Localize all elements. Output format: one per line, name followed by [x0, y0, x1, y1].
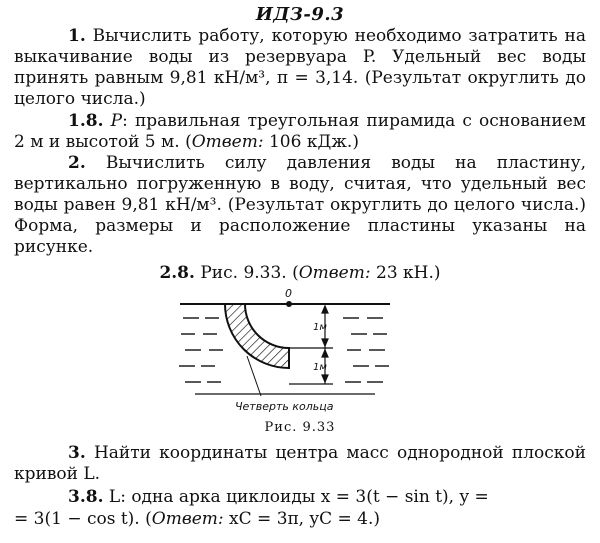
task-1	[14, 26, 586, 110]
dim-bottom-label: 1м	[313, 362, 327, 373]
task-3-8-number: 3.8.	[68, 487, 104, 507]
plate-label: Четверть кольца	[235, 400, 334, 413]
task-1-8-number: 1.8.	[68, 111, 104, 131]
task-3-8-cont	[14, 509, 586, 530]
quarter-ring-plate	[225, 304, 289, 368]
task-1-number: 1.	[68, 26, 86, 46]
task-3-8-line2b: xC = 3π, yC = 4.)	[223, 509, 381, 529]
origin-label: 0	[285, 287, 292, 300]
task-2-8-answer: 23 кН.)	[370, 263, 441, 283]
task-2-8-answer-label: Ответ:	[298, 263, 371, 283]
dim-top-label: 1м	[313, 322, 327, 333]
page-title: ИДЗ-9.3	[255, 4, 345, 25]
task-3-text: Найти координаты центра масс однородной плоской кривой L.	[14, 443, 586, 484]
task-2-8-number: 2.8.	[159, 263, 195, 283]
task-2-number: 2.	[68, 153, 86, 173]
figure-9-33	[175, 286, 395, 416]
task-1-8-answer: 106 кДж.)	[263, 132, 359, 152]
task-2-8	[0, 263, 600, 283]
task-1-8-var: P	[110, 111, 123, 131]
label-pointer	[247, 356, 261, 396]
task-2-text: Вычислить силу давления воды на пластину, вертикально погруженную в воду, считая, что удельный вес воды равен 9,81 кН/м³. (Результат округлить до целого числа.) Форма, размеры и расположение пластины указаны на рисунке.	[14, 153, 586, 257]
task-2-8-text: Рис. 9.33. (	[200, 263, 299, 283]
task-2	[14, 153, 586, 258]
task-3-8-answer-label: Ответ:	[151, 509, 224, 529]
task-1-text: Вычислить работу, которую необходимо затратить на выкачивание воды из резервуара P. Удельный вес воды принять равным 9,81 кН/м³, π = 3,14. (Результат округлить до целого числа.)	[14, 26, 586, 109]
task-3-number: 3.	[68, 443, 86, 463]
task-3-8-line1: L: одна арка циклоиды x = 3(t − sin t), y =	[108, 487, 489, 507]
task-1-8	[14, 111, 586, 153]
task-1-8-text: : правильная треугольная пирамида с основанием 2 м и высотой 5 м. (	[14, 111, 587, 152]
task-3	[14, 443, 586, 485]
task-1-8-answer-label: Ответ:	[191, 132, 264, 152]
task-3-8-line2a: = 3(1 − cos t). (	[14, 509, 152, 529]
origin-point	[286, 301, 292, 307]
figure-caption: Рис. 9.33	[264, 420, 336, 435]
task-3-8	[14, 487, 586, 508]
